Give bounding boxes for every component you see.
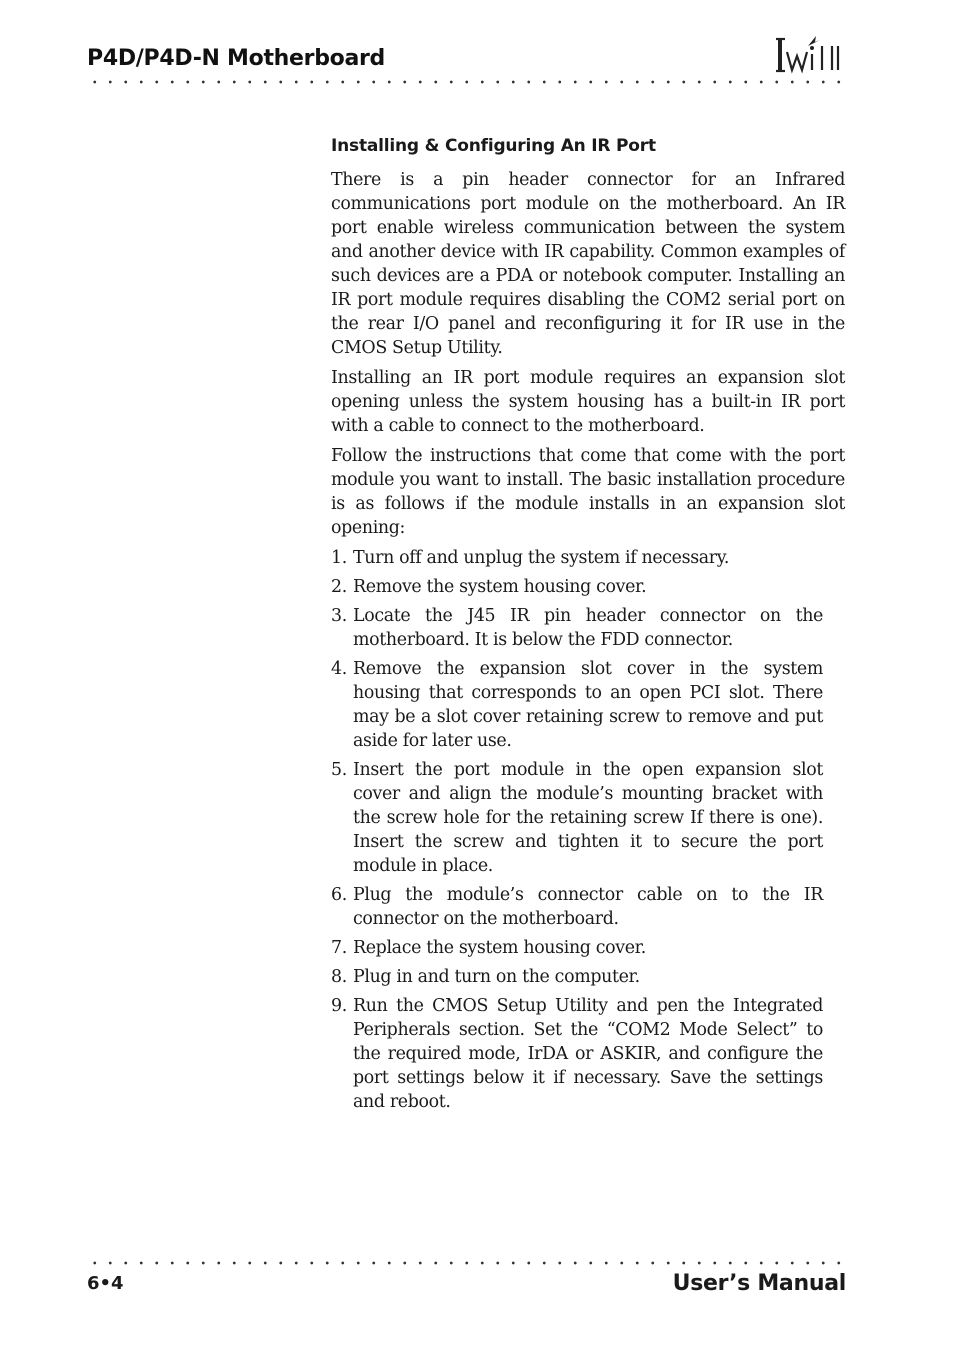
- step-number: 4.: [331, 659, 347, 679]
- step-number: 5.: [331, 760, 347, 780]
- header-divider: [87, 80, 847, 84]
- step-text: Turn off and unplug the system if necessary.: [353, 548, 730, 568]
- page-header-title: P4D/P4D-N Motherboard: [87, 46, 385, 71]
- list-item: [331, 936, 823, 960]
- step-number: 7.: [331, 938, 347, 958]
- step-text: Insert the port module in the open expansion slot cover and align the module’s mounting bracket with the screw hole for the retaining screw If there is one). Insert the screw and tighten it to secure the port module in place.: [353, 760, 823, 876]
- list-item: [331, 883, 823, 931]
- step-number: 3.: [331, 606, 347, 626]
- iwill-logo: [776, 34, 848, 74]
- step-text: Locate the J45 IR pin header connector on the motherboard. It is below the FDD connector.: [353, 606, 823, 650]
- body-paragraph: Installing an IR port module requires an expansion slot opening unless the system housing has a built-in IR port with a cable to connect to the motherboard.: [331, 368, 845, 436]
- step-text: Plug the module’s connector cable on to the IR connector on the motherboard.: [353, 885, 823, 929]
- main-content: [331, 134, 845, 1119]
- step-number: 6.: [331, 885, 347, 905]
- step-text: Remove the expansion slot cover in the system housing that corresponds to an open PCI slot. There may be a slot cover retaining screw to remove and put aside for later use.: [353, 659, 823, 751]
- step-number: 1.: [331, 548, 347, 568]
- list-item: [331, 575, 823, 599]
- list-item: [331, 965, 823, 989]
- list-item: [331, 758, 823, 878]
- list-item: [331, 546, 823, 570]
- body-paragraph: There is a pin header connector for an Infrared communications port module on the motherboard. An IR port enable wireless communication between the system and another device with IR capability. Common examples of such devices are a PDA or notebook computer. Installing an IR port module requires disabling the COM2 serial port on the rear I/O panel and reconfiguring it for IR use in the CMOS Setup Utility.: [331, 170, 845, 358]
- body-paragraphs: [331, 168, 845, 540]
- installation-steps: [331, 546, 823, 1114]
- step-text: Plug in and turn on the computer.: [353, 967, 640, 987]
- step-text: Remove the system housing cover.: [353, 577, 647, 597]
- step-text: Replace the system housing cover.: [353, 938, 646, 958]
- list-item: [331, 604, 823, 652]
- page-number: 6•4: [87, 1273, 124, 1294]
- footer-divider: [87, 1261, 847, 1265]
- step-number: 8.: [331, 967, 347, 987]
- list-item: [331, 994, 823, 1114]
- body-paragraph: Follow the instructions that come that come with the port module you want to install. The basic installation procedure is as follows if the module installs in an expansion slot opening:: [331, 446, 845, 538]
- step-number: 9.: [331, 996, 347, 1016]
- section-heading: Installing & Configuring An IR Port: [331, 136, 656, 156]
- list-item: [331, 657, 823, 753]
- step-number: 2.: [331, 577, 347, 597]
- step-text: Run the CMOS Setup Utility and pen the Integrated Peripherals section. Set the “COM2 Mode Select” to the required mode, IrDA or ASKIR, and configure the port settings below it if necessary. Save the settings and reboot.: [353, 996, 823, 1112]
- manual-label: User’s Manual: [672, 1271, 846, 1296]
